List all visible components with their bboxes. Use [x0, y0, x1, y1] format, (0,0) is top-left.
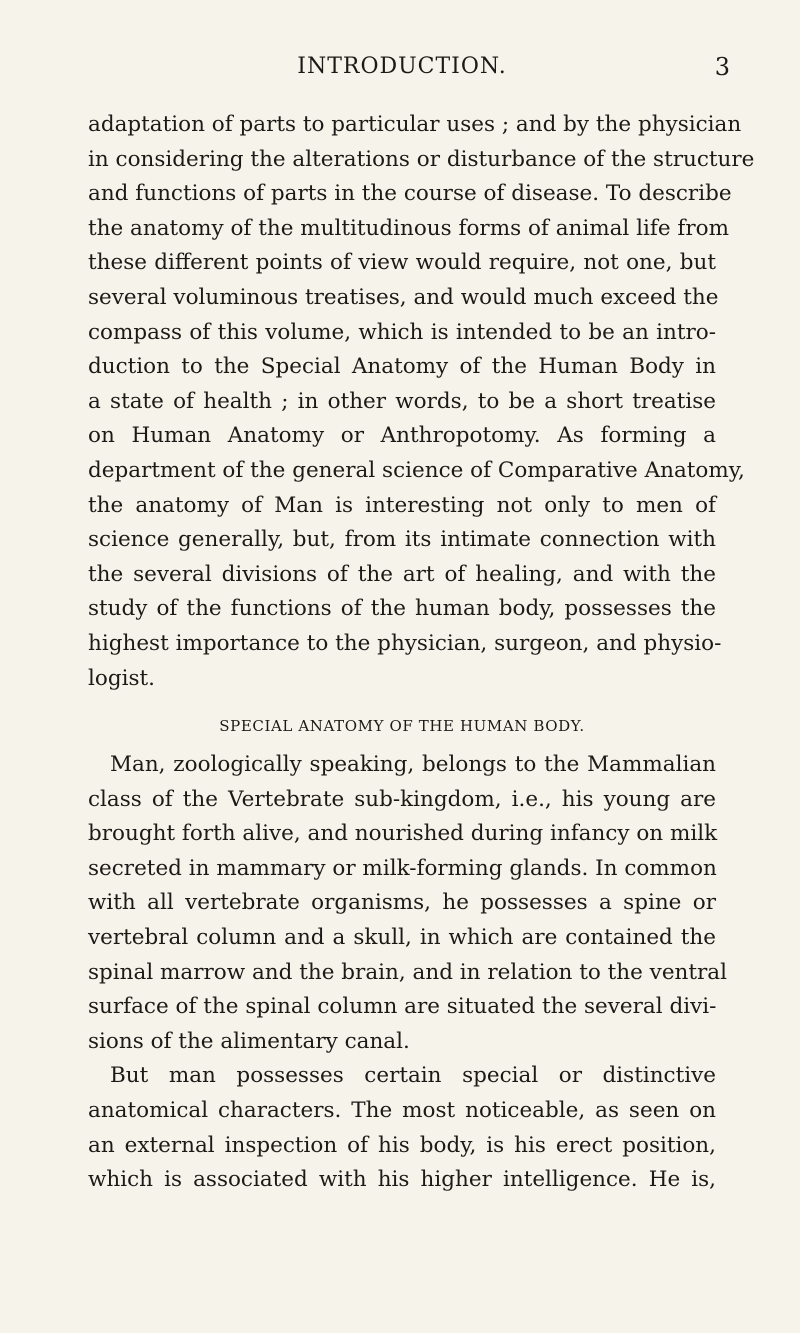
text-line: with all vertebrate organisms, he possesses a spine or — [88, 890, 716, 916]
paragraph-2 — [88, 748, 727, 1059]
book-page — [88, 0, 755, 1333]
section-heading: SPECIAL ANATOMY OF THE HUMAN BODY. — [219, 717, 585, 736]
text-line: study of the functions of the human body, possesses the — [88, 596, 716, 622]
text-line: the anatomy of the multitudinous forms of animal life from — [88, 215, 729, 241]
page-number: 3 — [714, 53, 730, 81]
text-line: Man, zoologically speaking, belongs to the Mammalian — [110, 752, 716, 778]
text-line: duction to the Special Anatomy of the Human Body in — [88, 354, 716, 380]
running-head — [88, 50, 730, 84]
text-line: and functions of parts in the course of disease. To describe — [88, 181, 732, 207]
text-line: department of the general science of Comparative Anatomy, — [88, 457, 745, 483]
text-line: secreted in mammary or milk-forming glands. In common — [88, 855, 717, 881]
text-line: in considering the alterations or disturbance of the structure — [88, 146, 755, 172]
text-line: brought forth alive, and nourished during infancy on milk — [88, 821, 718, 847]
text-line: which is associated with his higher intelligence. He is, — [88, 1167, 716, 1193]
text-line: the several divisions of the art of healing, and with the — [88, 561, 716, 587]
text-line: sions of the alimentary canal. — [88, 1028, 410, 1054]
text-line: an external inspection of his body, is his erect position, — [88, 1132, 716, 1158]
running-title: INTRODUCTION. — [297, 54, 507, 79]
text-line: several voluminous treatises, and would much exceed the — [88, 284, 719, 310]
text-line: a state of health ; in other words, to be a short treatise — [88, 388, 716, 414]
text-line: class of the Vertebrate sub-kingdom, i.e., his young are — [88, 786, 716, 812]
text-line: But man possesses certain special or distinctive — [110, 1063, 716, 1089]
paragraph-1 — [88, 108, 755, 696]
text-line: on Human Anatomy or Anthropotomy. As forming a — [88, 423, 716, 449]
text-line: the anatomy of Man is interesting not only to men of — [88, 492, 716, 518]
text-line: compass of this volume, which is intended to be an intro- — [88, 319, 716, 345]
text-line: adaptation of parts to particular uses ; and by the physician — [88, 112, 742, 137]
text-line: these different points of view would require, not one, but — [88, 250, 716, 276]
body-text — [88, 108, 755, 1198]
text-line: anatomical characters. The most noticeable, as seen on — [88, 1098, 716, 1124]
text-line: logist. — [88, 665, 155, 691]
text-line: surface of the spinal column are situated the several divi- — [88, 994, 717, 1020]
text-line: spinal marrow and the brain, and in relation to the ventral — [88, 959, 727, 985]
paragraph-3 — [88, 1059, 716, 1197]
text-line: science generally, but, from its intimate connection with — [88, 527, 716, 553]
text-line: vertebral column and a skull, in which are contained the — [88, 925, 716, 951]
text-line: highest importance to the physician, surgeon, and physio- — [88, 630, 722, 656]
